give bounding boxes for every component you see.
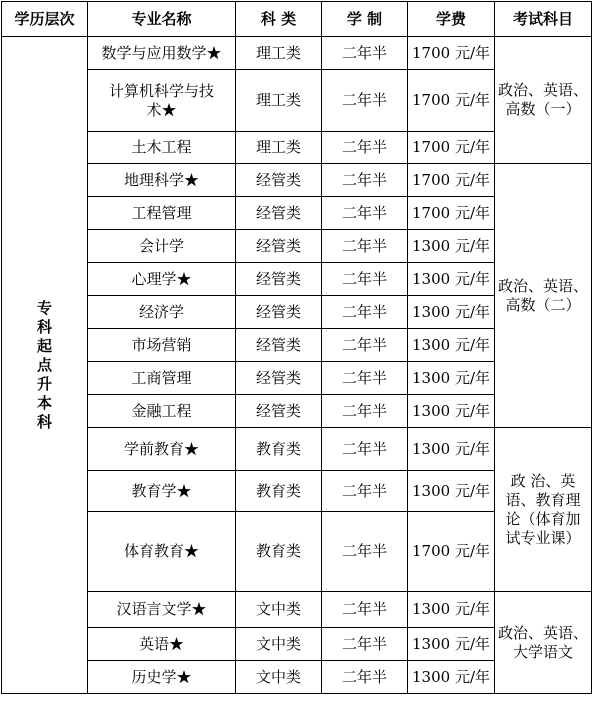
category: 文中类 — [236, 661, 322, 694]
duration: 二年半 — [322, 661, 408, 694]
major-name: 学前教育★ — [88, 428, 236, 471]
duration: 二年半 — [322, 197, 408, 230]
table-row — [2, 37, 592, 70]
major-name: 市场营销 — [88, 329, 236, 362]
major-name: 数学与应用数学★ — [88, 37, 236, 70]
header-level: 学历层次 — [2, 2, 88, 37]
category: 理工类 — [236, 70, 322, 132]
duration: 二年半 — [322, 230, 408, 263]
level-char: 点 — [36, 355, 52, 374]
duration: 二年半 — [322, 428, 408, 471]
category: 经管类 — [236, 395, 322, 428]
major-name: 计算机科学与技术★ — [88, 70, 236, 132]
exam-subjects-lit: 政治、英语、大学语文 — [495, 592, 592, 694]
fee: 1300 元/年 — [408, 395, 495, 428]
major-name: 英语★ — [88, 628, 236, 661]
header-exam: 考试科目 — [495, 2, 592, 37]
major-name: 地理科学★ — [88, 164, 236, 197]
level-char: 升 — [36, 374, 52, 393]
duration: 二年半 — [322, 164, 408, 197]
table-row — [2, 428, 592, 471]
header-duration: 学 制 — [322, 2, 408, 37]
fee: 1700 元/年 — [408, 132, 495, 164]
fee: 1300 元/年 — [408, 296, 495, 329]
fee: 1300 元/年 — [408, 230, 495, 263]
exam-subjects-science: 政治、英语、高数（一） — [495, 37, 592, 164]
major-name: 汉语言文学★ — [88, 592, 236, 628]
header-row — [2, 2, 592, 37]
level-char: 科 — [36, 412, 52, 431]
fee: 1300 元/年 — [408, 661, 495, 694]
level-char: 本 — [36, 393, 52, 412]
fee: 1300 元/年 — [408, 263, 495, 296]
duration: 二年半 — [322, 395, 408, 428]
table-row — [2, 592, 592, 628]
level-char: 专 — [36, 298, 52, 317]
duration: 二年半 — [322, 132, 408, 164]
major-name: 体育教育★ — [88, 512, 236, 592]
fee: 1700 元/年 — [408, 70, 495, 132]
major-name: 教育学★ — [88, 471, 236, 512]
major-name: 金融工程 — [88, 395, 236, 428]
category: 理工类 — [236, 132, 322, 164]
duration: 二年半 — [322, 329, 408, 362]
header-major: 专业名称 — [88, 2, 236, 37]
exam-subjects-econ: 政治、英语、高数（二） — [495, 164, 592, 428]
admission-table — [1, 1, 592, 694]
major-name: 会计学 — [88, 230, 236, 263]
category: 经管类 — [236, 296, 322, 329]
category: 教育类 — [236, 512, 322, 592]
category: 教育类 — [236, 471, 322, 512]
category: 经管类 — [236, 263, 322, 296]
category: 经管类 — [236, 164, 322, 197]
duration: 二年半 — [322, 592, 408, 628]
table-row — [2, 164, 592, 197]
category: 经管类 — [236, 230, 322, 263]
duration: 二年半 — [322, 70, 408, 132]
fee: 1300 元/年 — [408, 428, 495, 471]
header-category: 科 类 — [236, 2, 322, 37]
major-name: 工程管理 — [88, 197, 236, 230]
duration: 二年半 — [322, 362, 408, 395]
major-name: 土木工程 — [88, 132, 236, 164]
fee: 1300 元/年 — [408, 471, 495, 512]
fee: 1700 元/年 — [408, 512, 495, 592]
fee: 1700 元/年 — [408, 197, 495, 230]
major-name: 心理学★ — [88, 263, 236, 296]
fee: 1300 元/年 — [408, 628, 495, 661]
fee: 1700 元/年 — [408, 37, 495, 70]
duration: 二年半 — [322, 296, 408, 329]
exam-subjects-edu: 政 治、英 语、教育理论（体育加试专业课） — [495, 428, 592, 592]
fee: 1700 元/年 — [408, 164, 495, 197]
category: 文中类 — [236, 592, 322, 628]
major-name: 经济学 — [88, 296, 236, 329]
major-name: 历史学★ — [88, 661, 236, 694]
duration: 二年半 — [322, 471, 408, 512]
header-fee: 学费 — [408, 2, 495, 37]
fee: 1300 元/年 — [408, 592, 495, 628]
category: 经管类 — [236, 362, 322, 395]
fee: 1300 元/年 — [408, 329, 495, 362]
level-cell — [2, 37, 88, 694]
category: 文中类 — [236, 628, 322, 661]
major-name: 工商管理 — [88, 362, 236, 395]
level-char: 起 — [36, 336, 52, 355]
duration: 二年半 — [322, 628, 408, 661]
category: 经管类 — [236, 197, 322, 230]
category: 教育类 — [236, 428, 322, 471]
category: 经管类 — [236, 329, 322, 362]
category: 理工类 — [236, 37, 322, 70]
duration: 二年半 — [322, 512, 408, 592]
level-char: 科 — [36, 317, 52, 336]
fee: 1300 元/年 — [408, 362, 495, 395]
duration: 二年半 — [322, 37, 408, 70]
duration: 二年半 — [322, 263, 408, 296]
